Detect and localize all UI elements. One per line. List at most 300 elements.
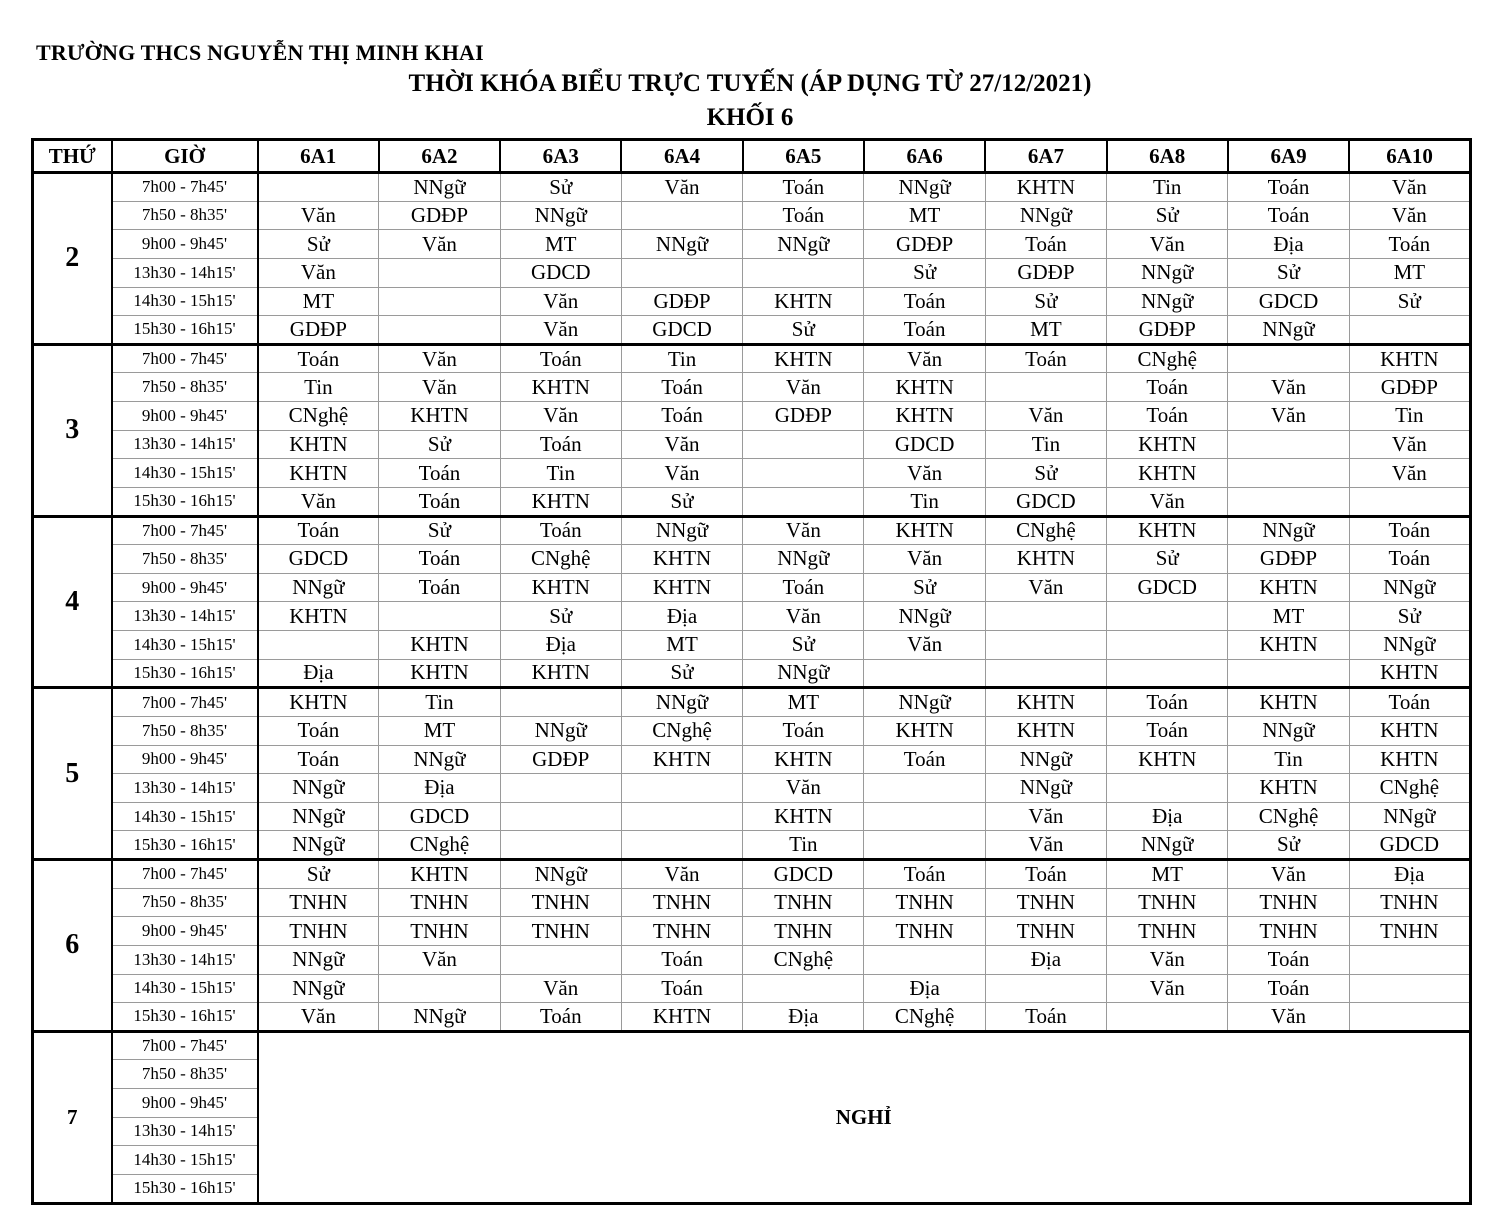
subject-cell: Tin bbox=[743, 831, 864, 860]
col-header-class: 6A2 bbox=[379, 140, 500, 173]
subject-cell bbox=[1349, 974, 1470, 1003]
subject-cell bbox=[500, 831, 621, 860]
subject-cell: Toán bbox=[1228, 173, 1349, 202]
subject-cell: MT bbox=[743, 688, 864, 717]
subject-cell: Toán bbox=[621, 945, 742, 974]
subject-cell: KHTN bbox=[1107, 745, 1228, 774]
period-time: 7h50 - 8h35' bbox=[112, 888, 258, 917]
period-row bbox=[33, 344, 1471, 373]
subject-cell: Văn bbox=[379, 344, 500, 373]
subject-cell bbox=[621, 201, 742, 230]
subject-cell: Văn bbox=[743, 516, 864, 545]
subject-cell bbox=[1349, 1003, 1470, 1032]
subject-cell: Toán bbox=[743, 201, 864, 230]
subject-cell: KHTN bbox=[258, 430, 379, 459]
period-row bbox=[33, 945, 1471, 974]
subject-cell: Toán bbox=[1349, 516, 1470, 545]
subject-cell bbox=[379, 316, 500, 345]
period-time: 13h30 - 14h15' bbox=[112, 602, 258, 631]
period-row bbox=[33, 487, 1471, 516]
subject-cell: NNgữ bbox=[258, 573, 379, 602]
period-row bbox=[33, 287, 1471, 316]
subject-cell bbox=[864, 659, 985, 688]
day-cell: 6 bbox=[33, 860, 112, 1032]
subject-cell: Tin bbox=[864, 487, 985, 516]
subject-cell: NNgữ bbox=[258, 802, 379, 831]
subject-cell: Toán bbox=[864, 287, 985, 316]
subject-cell: KHTN bbox=[1349, 344, 1470, 373]
subject-cell: KHTN bbox=[1349, 659, 1470, 688]
subject-cell bbox=[1107, 1003, 1228, 1032]
period-time: 7h50 - 8h35' bbox=[112, 716, 258, 745]
subject-cell: NNgữ bbox=[1349, 631, 1470, 660]
period-time: 7h00 - 7h45' bbox=[112, 688, 258, 717]
subject-cell: Sử bbox=[1107, 545, 1228, 574]
subject-cell: NNgữ bbox=[1349, 573, 1470, 602]
subject-cell: Văn bbox=[621, 860, 742, 889]
subject-cell bbox=[1349, 316, 1470, 345]
col-header-class: 6A10 bbox=[1349, 140, 1470, 173]
period-time: 14h30 - 15h15' bbox=[112, 631, 258, 660]
subject-cell: Toán bbox=[1349, 230, 1470, 259]
period-row bbox=[33, 430, 1471, 459]
subject-cell: Địa bbox=[1228, 230, 1349, 259]
period-time: 15h30 - 16h15' bbox=[112, 487, 258, 516]
period-row bbox=[33, 688, 1471, 717]
subject-cell: CNghệ bbox=[500, 545, 621, 574]
subject-cell: Sử bbox=[379, 430, 500, 459]
subject-cell: CNghệ bbox=[1107, 344, 1228, 373]
subject-cell: CNghệ bbox=[1228, 802, 1349, 831]
subject-cell: Sử bbox=[1349, 602, 1470, 631]
col-header-time: GIỜ bbox=[112, 140, 258, 173]
subject-cell: NNgữ bbox=[864, 173, 985, 202]
subject-cell: NNgữ bbox=[500, 860, 621, 889]
subject-cell bbox=[1228, 659, 1349, 688]
subject-cell bbox=[1107, 659, 1228, 688]
subject-cell: GDĐP bbox=[743, 402, 864, 431]
subject-cell: Văn bbox=[743, 602, 864, 631]
subject-cell: NNgữ bbox=[1228, 316, 1349, 345]
subject-cell: Toán bbox=[1349, 545, 1470, 574]
period-time: 7h00 - 7h45' bbox=[112, 173, 258, 202]
subject-cell: Toán bbox=[1228, 945, 1349, 974]
period-row bbox=[33, 659, 1471, 688]
subject-cell: Văn bbox=[743, 774, 864, 803]
period-time: 14h30 - 15h15' bbox=[112, 1146, 258, 1175]
subject-cell: Văn bbox=[1107, 230, 1228, 259]
period-row bbox=[33, 402, 1471, 431]
subject-cell bbox=[985, 974, 1106, 1003]
period-time: 7h00 - 7h45' bbox=[112, 860, 258, 889]
subject-cell: KHTN bbox=[864, 402, 985, 431]
day-cell: 4 bbox=[33, 516, 112, 688]
subject-cell: Toán bbox=[985, 1003, 1106, 1032]
subject-cell: NNgữ bbox=[258, 774, 379, 803]
subject-cell: KHTN bbox=[985, 173, 1106, 202]
subject-cell: Văn bbox=[985, 402, 1106, 431]
subject-cell: Văn bbox=[500, 316, 621, 345]
subject-cell: NNgữ bbox=[1228, 516, 1349, 545]
subject-cell: TNHN bbox=[985, 917, 1106, 946]
period-time: 7h00 - 7h45' bbox=[112, 516, 258, 545]
subject-cell: Văn bbox=[1107, 487, 1228, 516]
subject-cell: Toán bbox=[621, 974, 742, 1003]
subject-cell: Toán bbox=[1228, 974, 1349, 1003]
subject-cell: Địa bbox=[864, 974, 985, 1003]
day-cell: 2 bbox=[33, 173, 112, 345]
period-time: 7h50 - 8h35' bbox=[112, 201, 258, 230]
subject-cell: Địa bbox=[258, 659, 379, 688]
subject-cell: Tin bbox=[1107, 173, 1228, 202]
day-cell: 3 bbox=[33, 344, 112, 516]
subject-cell: Văn bbox=[985, 831, 1106, 860]
subject-cell: MT bbox=[1349, 258, 1470, 287]
subject-cell: Văn bbox=[1107, 974, 1228, 1003]
subject-cell: Sử bbox=[1228, 831, 1349, 860]
subject-cell: Toán bbox=[1107, 688, 1228, 717]
col-header-class: 6A4 bbox=[621, 140, 742, 173]
period-time: 14h30 - 15h15' bbox=[112, 287, 258, 316]
subject-cell bbox=[1228, 344, 1349, 373]
subject-cell: Văn bbox=[1349, 459, 1470, 488]
subject-cell: MT bbox=[864, 201, 985, 230]
subject-cell: KHTN bbox=[258, 688, 379, 717]
subject-cell: Văn bbox=[743, 373, 864, 402]
subject-cell: Toán bbox=[985, 344, 1106, 373]
subject-cell: NNgữ bbox=[1107, 287, 1228, 316]
subject-cell: Sử bbox=[258, 230, 379, 259]
subject-cell: Văn bbox=[1349, 201, 1470, 230]
timetable bbox=[31, 138, 1472, 1205]
subject-cell bbox=[379, 602, 500, 631]
period-row bbox=[33, 888, 1471, 917]
col-header-class: 6A8 bbox=[1107, 140, 1228, 173]
period-time: 13h30 - 14h15' bbox=[112, 430, 258, 459]
period-row bbox=[33, 831, 1471, 860]
subject-cell bbox=[621, 831, 742, 860]
period-row bbox=[33, 373, 1471, 402]
subject-cell: NNgữ bbox=[379, 173, 500, 202]
subject-cell: CNghệ bbox=[621, 716, 742, 745]
subject-cell: Tin bbox=[500, 459, 621, 488]
subject-cell: GDĐP bbox=[258, 316, 379, 345]
subject-cell: Sử bbox=[621, 487, 742, 516]
subject-cell: TNHN bbox=[1107, 917, 1228, 946]
subject-cell: Sử bbox=[500, 602, 621, 631]
subject-cell: Địa bbox=[500, 631, 621, 660]
subject-cell: TNHN bbox=[258, 888, 379, 917]
subject-cell bbox=[985, 659, 1106, 688]
subject-cell bbox=[743, 430, 864, 459]
subject-cell: Toán bbox=[985, 230, 1106, 259]
subject-cell: KHTN bbox=[985, 688, 1106, 717]
subject-cell: Toán bbox=[258, 716, 379, 745]
subject-cell: Văn bbox=[1228, 402, 1349, 431]
col-header-class: 6A3 bbox=[500, 140, 621, 173]
subject-cell: GDĐP bbox=[621, 287, 742, 316]
subject-cell: NNgữ bbox=[985, 201, 1106, 230]
subject-cell: Địa bbox=[1349, 860, 1470, 889]
subject-cell: Sử bbox=[1228, 258, 1349, 287]
subject-cell: Tin bbox=[258, 373, 379, 402]
period-row bbox=[33, 545, 1471, 574]
subject-cell: NNgữ bbox=[985, 745, 1106, 774]
subject-cell: Sử bbox=[985, 287, 1106, 316]
subject-cell: Toán bbox=[500, 516, 621, 545]
period-time: 15h30 - 16h15' bbox=[112, 831, 258, 860]
subject-cell: GDCD bbox=[743, 860, 864, 889]
period-row bbox=[33, 917, 1471, 946]
subject-cell: KHTN bbox=[379, 860, 500, 889]
subject-cell: GDCD bbox=[985, 487, 1106, 516]
subject-cell: MT bbox=[985, 316, 1106, 345]
subject-cell: KHTN bbox=[621, 1003, 742, 1032]
subject-cell: KHTN bbox=[864, 716, 985, 745]
subject-cell: Toán bbox=[864, 860, 985, 889]
subject-cell: KHTN bbox=[1228, 774, 1349, 803]
subject-cell: Toán bbox=[1349, 688, 1470, 717]
subject-cell: NNgữ bbox=[379, 1003, 500, 1032]
period-row bbox=[33, 1031, 1471, 1060]
subject-cell: Toán bbox=[621, 373, 742, 402]
subject-cell: NNgữ bbox=[379, 745, 500, 774]
period-time: 9h00 - 9h45' bbox=[112, 917, 258, 946]
subject-cell: Văn bbox=[500, 287, 621, 316]
subject-cell: NNgữ bbox=[1107, 831, 1228, 860]
subject-cell bbox=[500, 802, 621, 831]
subject-cell: KHTN bbox=[1107, 459, 1228, 488]
subject-cell bbox=[743, 258, 864, 287]
subject-cell: Văn bbox=[1228, 860, 1349, 889]
period-time: 14h30 - 15h15' bbox=[112, 974, 258, 1003]
subject-cell: TNHN bbox=[864, 917, 985, 946]
subject-cell: KHTN bbox=[258, 459, 379, 488]
subject-cell: Toán bbox=[1228, 201, 1349, 230]
subject-cell: Toán bbox=[500, 344, 621, 373]
subject-cell: Văn bbox=[258, 258, 379, 287]
subject-cell: MT bbox=[1107, 860, 1228, 889]
subject-cell: KHTN bbox=[621, 745, 742, 774]
subject-cell bbox=[864, 945, 985, 974]
period-time: 9h00 - 9h45' bbox=[112, 1089, 258, 1118]
subject-cell: Văn bbox=[1107, 945, 1228, 974]
subject-cell: Địa bbox=[621, 602, 742, 631]
subject-cell: Văn bbox=[379, 230, 500, 259]
day-cell: 5 bbox=[33, 688, 112, 860]
subject-cell: CNghệ bbox=[1349, 774, 1470, 803]
subject-cell bbox=[500, 774, 621, 803]
subject-cell: GDCD bbox=[864, 430, 985, 459]
period-time: 13h30 - 14h15' bbox=[112, 774, 258, 803]
period-row bbox=[33, 516, 1471, 545]
col-header-class: 6A9 bbox=[1228, 140, 1349, 173]
subject-cell: GDĐP bbox=[1228, 545, 1349, 574]
col-header-class: 6A7 bbox=[985, 140, 1106, 173]
subject-cell: KHTN bbox=[1349, 716, 1470, 745]
period-time: 7h50 - 8h35' bbox=[112, 1060, 258, 1089]
subject-cell: Văn bbox=[258, 201, 379, 230]
subject-cell: TNHN bbox=[985, 888, 1106, 917]
subject-cell: Văn bbox=[864, 631, 985, 660]
subject-cell bbox=[621, 258, 742, 287]
period-time: 9h00 - 9h45' bbox=[112, 230, 258, 259]
subject-cell: Văn bbox=[258, 487, 379, 516]
subject-cell: NNgữ bbox=[1349, 802, 1470, 831]
school-name: TRƯỜNG THCS NGUYỄN THỊ MINH KHAI bbox=[36, 40, 484, 65]
period-time: 13h30 - 14h15' bbox=[112, 945, 258, 974]
subject-cell: Toán bbox=[621, 402, 742, 431]
subject-cell: TNHN bbox=[1349, 888, 1470, 917]
subject-cell: TNHN bbox=[743, 888, 864, 917]
subject-cell: TNHN bbox=[500, 917, 621, 946]
subject-cell: TNHN bbox=[864, 888, 985, 917]
subject-cell bbox=[1107, 774, 1228, 803]
subject-cell: KHTN bbox=[985, 716, 1106, 745]
subject-cell: Toán bbox=[258, 516, 379, 545]
subject-cell: TNHN bbox=[379, 888, 500, 917]
subject-cell: Toán bbox=[743, 173, 864, 202]
subject-cell: MT bbox=[621, 631, 742, 660]
subject-cell bbox=[985, 631, 1106, 660]
period-time: 9h00 - 9h45' bbox=[112, 745, 258, 774]
subject-cell: NNgữ bbox=[1107, 258, 1228, 287]
subject-cell: Toán bbox=[258, 344, 379, 373]
subject-cell: TNHN bbox=[743, 917, 864, 946]
grade-subtitle: KHỐI 6 bbox=[706, 104, 794, 131]
subject-cell: Văn bbox=[500, 974, 621, 1003]
subject-cell: Văn bbox=[621, 459, 742, 488]
subject-cell: GDĐP bbox=[500, 745, 621, 774]
subject-cell: NNgữ bbox=[985, 774, 1106, 803]
subject-cell: NNgữ bbox=[258, 831, 379, 860]
subject-cell: NNgữ bbox=[621, 230, 742, 259]
subject-cell: KHTN bbox=[258, 602, 379, 631]
subject-cell: NNgữ bbox=[621, 688, 742, 717]
subject-cell: NNgữ bbox=[258, 945, 379, 974]
period-row bbox=[33, 974, 1471, 1003]
subject-cell: Sử bbox=[379, 516, 500, 545]
subject-cell: Địa bbox=[379, 774, 500, 803]
subject-cell: KHTN bbox=[621, 545, 742, 574]
subject-cell: Văn bbox=[621, 173, 742, 202]
subject-cell bbox=[379, 258, 500, 287]
header-row bbox=[33, 140, 1471, 173]
subject-cell: Toán bbox=[500, 1003, 621, 1032]
subject-cell: MT bbox=[379, 716, 500, 745]
subject-cell: NNgữ bbox=[743, 659, 864, 688]
subject-cell bbox=[500, 688, 621, 717]
subject-cell: Sử bbox=[258, 860, 379, 889]
period-time: 14h30 - 15h15' bbox=[112, 802, 258, 831]
subject-cell: Văn bbox=[500, 402, 621, 431]
subject-cell: TNHN bbox=[1107, 888, 1228, 917]
period-row bbox=[33, 230, 1471, 259]
subject-cell: CNghệ bbox=[743, 945, 864, 974]
subject-cell: KHTN bbox=[743, 344, 864, 373]
period-row bbox=[33, 860, 1471, 889]
period-time: 13h30 - 14h15' bbox=[112, 1117, 258, 1146]
subject-cell: Toán bbox=[379, 573, 500, 602]
subject-cell: TNHN bbox=[1349, 917, 1470, 946]
subject-cell bbox=[864, 831, 985, 860]
subject-cell: KHTN bbox=[743, 802, 864, 831]
subject-cell bbox=[743, 487, 864, 516]
subject-cell: NNgữ bbox=[743, 230, 864, 259]
period-row bbox=[33, 802, 1471, 831]
subject-cell: Sử bbox=[500, 173, 621, 202]
subject-cell: KHTN bbox=[500, 573, 621, 602]
subject-cell: NNgữ bbox=[743, 545, 864, 574]
subject-cell: Toán bbox=[379, 487, 500, 516]
subject-cell: Văn bbox=[864, 344, 985, 373]
subject-cell: Sử bbox=[985, 459, 1106, 488]
subject-cell: Văn bbox=[985, 802, 1106, 831]
period-time: 7h50 - 8h35' bbox=[112, 373, 258, 402]
subject-cell: NNgữ bbox=[258, 974, 379, 1003]
subject-cell: Văn bbox=[621, 430, 742, 459]
subject-cell: MT bbox=[500, 230, 621, 259]
rest-day-cell: NGHỈ bbox=[258, 1031, 1471, 1203]
subject-cell bbox=[985, 602, 1106, 631]
subject-cell: GDCD bbox=[621, 316, 742, 345]
subject-cell: TNHN bbox=[258, 917, 379, 946]
subject-cell: Toán bbox=[1107, 373, 1228, 402]
subject-cell: Tin bbox=[985, 430, 1106, 459]
period-time: 15h30 - 16h15' bbox=[112, 659, 258, 688]
subject-cell: KHTN bbox=[1107, 430, 1228, 459]
subject-cell: Tin bbox=[379, 688, 500, 717]
period-row bbox=[33, 173, 1471, 202]
period-row bbox=[33, 631, 1471, 660]
subject-cell: KHTN bbox=[1349, 745, 1470, 774]
period-row bbox=[33, 459, 1471, 488]
subject-cell: KHTN bbox=[379, 402, 500, 431]
subject-cell: Văn bbox=[1349, 173, 1470, 202]
subject-cell: TNHN bbox=[1228, 888, 1349, 917]
subject-cell: KHTN bbox=[379, 659, 500, 688]
subject-cell: KHTN bbox=[500, 659, 621, 688]
subject-cell: Toán bbox=[258, 745, 379, 774]
subject-cell bbox=[1228, 459, 1349, 488]
subject-cell: CNghệ bbox=[379, 831, 500, 860]
subject-cell bbox=[864, 774, 985, 803]
period-time: 9h00 - 9h45' bbox=[112, 402, 258, 431]
subject-cell: Toán bbox=[743, 573, 864, 602]
subject-cell: TNHN bbox=[621, 888, 742, 917]
subject-cell: Văn bbox=[379, 373, 500, 402]
subject-cell: GDĐP bbox=[864, 230, 985, 259]
subject-cell: Toán bbox=[864, 745, 985, 774]
period-row bbox=[33, 573, 1471, 602]
subject-cell: KHTN bbox=[379, 631, 500, 660]
subject-cell: TNHN bbox=[621, 917, 742, 946]
subject-cell: KHTN bbox=[1107, 516, 1228, 545]
subject-cell: Sử bbox=[743, 631, 864, 660]
subject-cell: KHTN bbox=[1228, 688, 1349, 717]
subject-cell bbox=[379, 287, 500, 316]
subject-cell bbox=[621, 802, 742, 831]
subject-cell: GDCD bbox=[500, 258, 621, 287]
period-row bbox=[33, 774, 1471, 803]
subject-cell: CNghệ bbox=[864, 1003, 985, 1032]
subject-cell: CNghệ bbox=[258, 402, 379, 431]
subject-cell: GDCD bbox=[379, 802, 500, 831]
period-time: 7h00 - 7h45' bbox=[112, 1031, 258, 1060]
subject-cell: Tin bbox=[621, 344, 742, 373]
subject-cell: Văn bbox=[1228, 373, 1349, 402]
period-time: 15h30 - 16h15' bbox=[112, 316, 258, 345]
